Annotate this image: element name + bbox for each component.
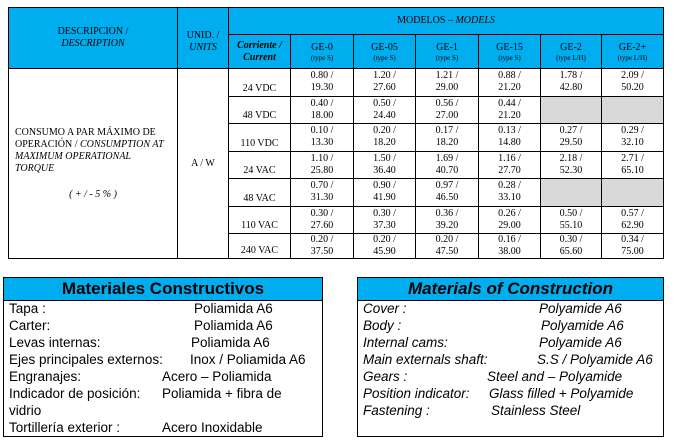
value-cell: 2.09 / 50.20 [602, 69, 664, 97]
material-value: S.S / Polyamide A6 [537, 352, 653, 367]
material-label: Levas internas: [9, 335, 101, 350]
current-cell: 24 VAC [229, 151, 291, 179]
value-cell: 0.13 / 14.80 [479, 124, 541, 152]
current-cell: 110 VDC [229, 124, 291, 152]
value-cell: 2.71 / 65.10 [602, 151, 664, 179]
material-label: Gears : [363, 369, 408, 384]
material-value: Stainless Steel [491, 403, 581, 418]
models-header: MODELOS – MODELS [229, 8, 664, 35]
value-cell: 1.50 / 36.40 [354, 151, 416, 179]
value-cell: 0.20 / 45.90 [354, 234, 416, 259]
empty-cell [602, 179, 664, 207]
value-cell: 0.29 / 32.10 [602, 124, 664, 152]
consumption-table [8, 7, 664, 259]
current-cell: 48 VDC [229, 96, 291, 124]
empty-cell [602, 96, 664, 124]
description-cell: CONSUMO A PAR MÁXIMO DE OPERACIÓN / CONSUMPTION AT MAXIMUM OPERATIONAL TORQUE ( + / - 5 % ) [9, 69, 178, 259]
current-cell: 240 VAC [229, 234, 291, 259]
material-label: Position indicator: [363, 386, 470, 401]
model-header: GE-2 (type L/H) [541, 35, 602, 69]
value-cell: 0.36 / 39.20 [416, 206, 479, 234]
material-label: vidrio [9, 403, 42, 418]
value-cell: 0.10 / 13.30 [291, 124, 354, 152]
material-label: Fastening : [363, 403, 430, 418]
description-header: DESCRIPCION / DESCRIPTION [9, 8, 178, 69]
value-cell: 0.80 / 19.30 [291, 69, 354, 97]
value-cell: 1.69 / 40.70 [416, 151, 479, 179]
value-cell: 1.20 / 27.60 [354, 69, 416, 97]
current-cell: 48 VAC [229, 179, 291, 207]
value-cell: 0.28 / 33.10 [479, 179, 541, 207]
materials-es-box [3, 277, 323, 437]
material-value: Polyamide A6 [541, 318, 624, 333]
value-cell: 0.56 / 27.00 [416, 96, 479, 124]
material-value: Poliamida + fibra de [162, 386, 282, 401]
model-header: GE-15 (type S) [479, 35, 541, 69]
material-value: Glass filled + Polyamide [489, 386, 634, 401]
materials-en-title: Materials of Construction [358, 278, 663, 301]
value-cell: 1.21 / 29.00 [416, 69, 479, 97]
material-label: Engranajes: [9, 369, 82, 384]
value-cell: 0.17 / 18.20 [416, 124, 479, 152]
materials-es-title: Materiales Constructivos [4, 278, 322, 301]
value-cell: 0.16 / 38.00 [479, 234, 541, 259]
material-label: Body : [363, 318, 402, 333]
material-value: Acero – Poliamida [162, 369, 272, 384]
unit-cell: A / W [178, 69, 229, 259]
value-cell: 0.20 / 37.50 [291, 234, 354, 259]
value-cell: 0.88 / 21.20 [479, 69, 541, 97]
model-header: GE-0 (type S) [291, 35, 354, 69]
current-header: Corriente / Current [229, 35, 291, 69]
material-value: Acero Inoxidable [162, 420, 263, 435]
value-cell: 0.30 / 65.60 [541, 234, 602, 259]
material-value: Inox / Poliamida A6 [190, 352, 306, 367]
material-label: Internal cams: [363, 335, 448, 350]
material-label: Indicador de posición: [9, 386, 141, 401]
material-value: Poliamida A6 [194, 318, 273, 333]
value-cell: 0.90 / 41.90 [354, 179, 416, 207]
value-cell: 0.20 / 47.50 [416, 234, 479, 259]
value-cell: 1.16 / 27.70 [479, 151, 541, 179]
value-cell: 0.27 / 29.50 [541, 124, 602, 152]
material-label: Carter: [9, 318, 51, 333]
value-cell: 0.44 / 21.20 [479, 96, 541, 124]
empty-cell [541, 179, 602, 207]
value-cell: 0.30 / 37.30 [354, 206, 416, 234]
units-header: UNID. / UNITS [178, 8, 229, 69]
empty-cell [541, 96, 602, 124]
value-cell: 1.78 / 42.80 [541, 69, 602, 97]
value-cell: 0.26 / 29.00 [479, 206, 541, 234]
material-value: Polyamide A6 [539, 335, 622, 350]
value-cell: 0.50 / 55.10 [541, 206, 602, 234]
material-value: Polyamide A6 [539, 301, 622, 316]
value-cell: 0.34 / 75.00 [602, 234, 664, 259]
table-row [9, 69, 664, 97]
material-label: Tortillería exterior : [9, 420, 121, 435]
value-cell: 0.20 / 18.20 [354, 124, 416, 152]
materials-en-box [357, 277, 664, 437]
model-header: GE-1 (type S) [416, 35, 479, 69]
material-label: Main externals shaft: [363, 352, 488, 367]
material-label: Cover : [363, 301, 407, 316]
material-value: Poliamida A6 [194, 301, 273, 316]
model-header: GE-2+ (type L/H) [602, 35, 664, 69]
value-cell: 1.10 / 25.80 [291, 151, 354, 179]
material-label: Ejes principales externos: [9, 352, 163, 367]
model-header: GE-05 (type S) [354, 35, 416, 69]
value-cell: 0.30 / 27.60 [291, 206, 354, 234]
value-cell: 0.50 / 24.40 [354, 96, 416, 124]
material-value: Poliamida A6 [191, 335, 270, 350]
current-cell: 110 VAC [229, 206, 291, 234]
material-value: Steel and – Polyamide [487, 369, 623, 384]
value-cell: 0.70 / 31.30 [291, 179, 354, 207]
current-cell: 24 VDC [229, 69, 291, 97]
value-cell: 0.40 / 18.00 [291, 96, 354, 124]
material-label: Tapa : [9, 301, 46, 316]
value-cell: 0.97 / 46.50 [416, 179, 479, 207]
value-cell: 0.57 / 62.90 [602, 206, 664, 234]
value-cell: 2.18 / 52.30 [541, 151, 602, 179]
